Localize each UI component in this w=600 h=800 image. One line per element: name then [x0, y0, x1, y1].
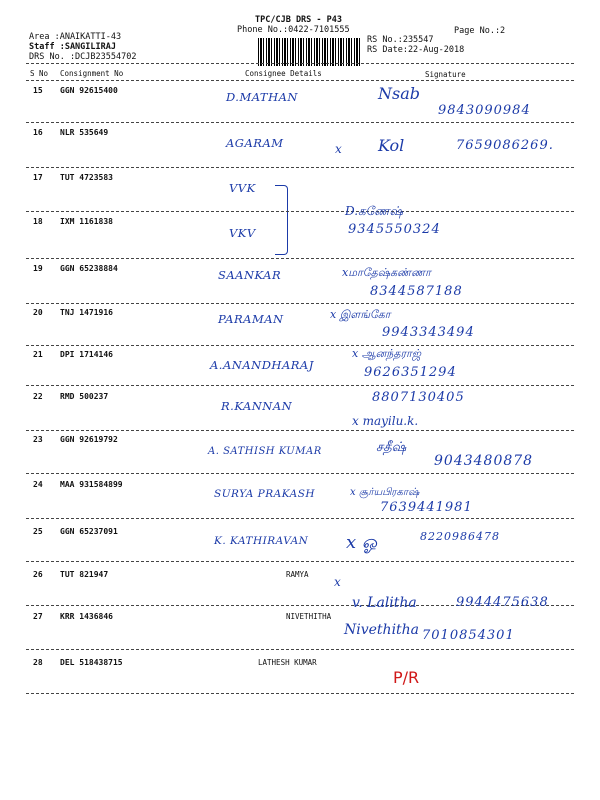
- pr-annotation: P/R: [393, 668, 420, 687]
- row-sno: 19: [33, 264, 43, 273]
- row-sno: 28: [33, 658, 43, 667]
- signature: x ஆனந்தராஜ்: [352, 347, 422, 360]
- col-consignee: Consignee Details: [245, 69, 322, 78]
- consignee-printed: LATHESH KUMAR: [258, 658, 317, 667]
- phone-handwritten: 8220986478: [420, 530, 500, 543]
- phone-handwritten: 9944475638: [456, 595, 549, 610]
- row-consignment: DPI 1714146: [60, 350, 113, 359]
- document-title: TPC/CJB DRS - P43: [255, 15, 342, 25]
- row-consignment: KRR 1436846: [60, 612, 113, 621]
- phone-handwritten: 8344587188: [370, 284, 463, 299]
- consignee-handwritten: D.MATHAN: [226, 90, 298, 104]
- row-sno: 17: [33, 173, 43, 182]
- signature: Kol: [378, 136, 405, 155]
- row-divider: [26, 258, 574, 259]
- phone-handwritten: 9043480878: [434, 453, 534, 469]
- row-divider: [26, 211, 574, 212]
- signature: D.கணேஷ்: [345, 204, 403, 218]
- rs-date: RS Date:22-Aug-2018: [367, 45, 465, 55]
- consignee-handwritten: VKV: [229, 226, 256, 240]
- row-divider: [26, 303, 574, 304]
- row-divider: [26, 693, 574, 694]
- consignee-handwritten: A.ANANDHARAJ: [210, 358, 314, 372]
- col-sno: S No: [30, 69, 49, 78]
- row-sno: 22: [33, 392, 43, 401]
- phone-handwritten: 9943343494: [382, 325, 475, 340]
- signature: xமாதேஷ்கண்ணா: [342, 266, 431, 279]
- phone-handwritten: 7659086269.: [456, 138, 554, 153]
- row-consignment: IXM 1161838: [60, 217, 113, 226]
- row-divider: [26, 561, 574, 562]
- consignee-handwritten: SURYA PRAKASH: [214, 488, 316, 500]
- phone-handwritten: 9626351294: [364, 365, 457, 380]
- page-number: Page No.:2: [454, 26, 506, 36]
- row-sno: 25: [33, 527, 43, 536]
- row-consignment: GGN 65237091: [60, 527, 118, 536]
- row-consignment: GGN 92619792: [60, 435, 118, 444]
- consignee-handwritten: R.KANNAN: [221, 399, 293, 413]
- row-consignment: RMD 500237: [60, 392, 109, 401]
- rs-number: RS No.:235547: [367, 35, 434, 45]
- delivery-mark: x: [334, 575, 341, 589]
- consignee-handwritten: SAANKAR: [218, 268, 282, 282]
- signature: Nsab: [378, 84, 420, 103]
- row-consignment: TUT 4723583: [60, 173, 113, 182]
- row-divider: [26, 385, 574, 386]
- col-signature: Signature: [425, 70, 466, 79]
- row-sno: 16: [33, 128, 43, 137]
- row-consignment: NLR 535649: [60, 128, 109, 137]
- row-consignment: GGN 65238884: [60, 264, 118, 273]
- consignee-printed: RAMYA: [286, 570, 309, 579]
- row-divider: [26, 122, 574, 123]
- divider: [26, 80, 574, 81]
- staff-label: Staff :SANGILIRAJ: [29, 42, 116, 52]
- phone-handwritten: 9345550324: [348, 222, 441, 237]
- phone-handwritten: 8807130405: [372, 390, 465, 405]
- consignee-printed: NIVETHITHA: [286, 612, 332, 621]
- col-consignment: Consignment No: [60, 69, 124, 78]
- phone-handwritten: 7010854301: [422, 628, 515, 643]
- bracket-mark: [275, 185, 288, 255]
- row-divider: [26, 649, 574, 650]
- delivery-mark: x: [335, 142, 342, 156]
- divider: [26, 63, 574, 64]
- drs-number: DRS No. :DCJB23554702: [29, 52, 137, 62]
- signature: x சூர்யபிரகாஷ்: [350, 487, 420, 498]
- row-divider: [26, 473, 574, 474]
- phone-number: Phone No.:0422-7101555: [237, 25, 350, 35]
- area-label: Area :ANAIKATTI-43: [29, 32, 122, 42]
- row-consignment: MAA 931584899: [60, 480, 123, 489]
- phone-handwritten: 7639441981: [380, 500, 473, 515]
- row-divider: [26, 518, 574, 519]
- signature: x mayilu.k.: [352, 414, 419, 428]
- row-sno: 21: [33, 350, 43, 359]
- row-consignment: GGN 92615400: [60, 86, 118, 95]
- row-consignment: TUT 821947: [60, 570, 109, 579]
- consignee-handwritten: A. SATHISH KUMAR: [208, 446, 322, 457]
- signature: x ஓ: [346, 532, 377, 553]
- row-consignment: TNJ 1471916: [60, 308, 113, 317]
- row-consignment: DEL 518438715: [60, 658, 123, 667]
- row-sno: 23: [33, 435, 43, 444]
- consignee-handwritten: K. KATHIRAVAN: [214, 535, 309, 547]
- signature: x இளங்கோ: [330, 308, 391, 321]
- consignee-handwritten: VVK: [229, 181, 256, 195]
- signature: Nivethitha: [344, 622, 420, 638]
- barcode: [258, 38, 362, 66]
- row-sno: 20: [33, 308, 43, 317]
- row-sno: 15: [33, 86, 43, 95]
- row-sno: 18: [33, 217, 43, 226]
- consignee-handwritten: PARAMAN: [218, 312, 284, 326]
- phone-handwritten: 9843090984: [438, 103, 531, 118]
- row-sno: 27: [33, 612, 43, 621]
- signature: v. Lalitha: [352, 595, 417, 611]
- row-divider: [26, 167, 574, 168]
- row-divider: [26, 430, 574, 431]
- row-sno: 26: [33, 570, 43, 579]
- row-sno: 24: [33, 480, 43, 489]
- consignee-handwritten: AGARAM: [226, 136, 284, 150]
- signature: சதீஷ்: [376, 440, 407, 455]
- row-divider: [26, 345, 574, 346]
